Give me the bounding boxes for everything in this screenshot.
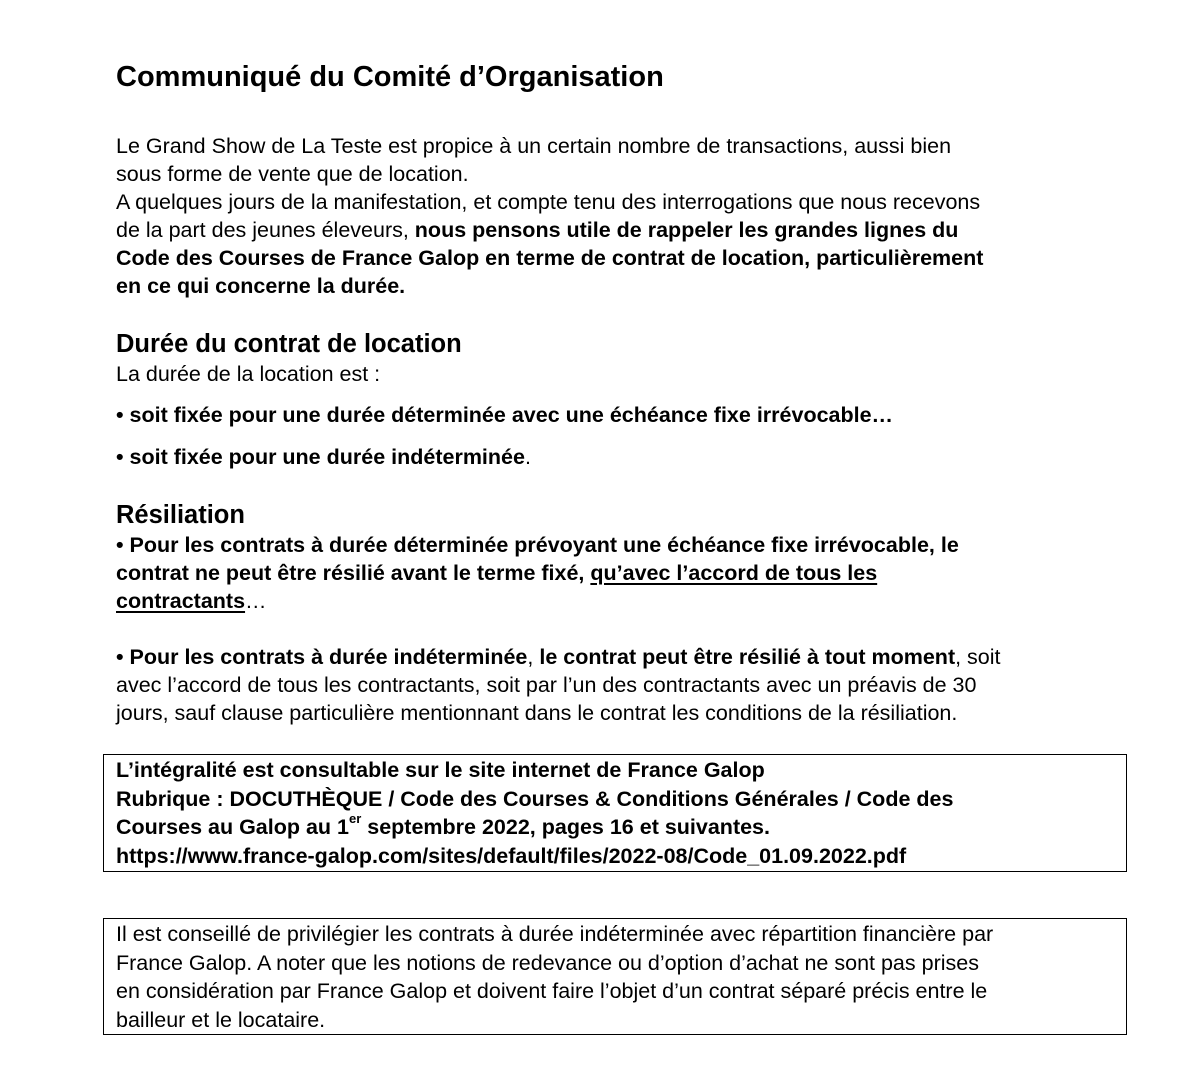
advice-line: bailleur et le locataire. [116, 1007, 326, 1032]
advice-line: France Galop. A noter que les notions de redevance ou d’option d’achat ne sont pas prises [116, 950, 979, 975]
resiliation-underlined-text: contractants [116, 589, 246, 613]
duree-item-1: • soit fixée pour une durée déterminée avec une échéance fixe irrévocable… [116, 403, 894, 427]
resiliation-line [116, 559, 1116, 587]
intro-bold-line: en ce qui concerne la durée. [116, 274, 406, 298]
intro-paragraph [116, 132, 1116, 300]
duree-item-2 [116, 443, 1116, 471]
resiliation-paragraph-1 [116, 531, 1116, 615]
intro-line: Le Grand Show de La Teste est propice à un certain nombre de transactions, aussi bien [116, 134, 952, 158]
advice-box-content [116, 920, 1116, 1034]
resiliation-bold-text: contrat ne peut être résilié avant le terme fixé, [116, 561, 591, 585]
reference-line: L’intégralité est consultable sur le site internet de France Galop [116, 758, 765, 782]
resiliation-line: • Pour les contrats à durée déterminée prévoyant une échéance fixe irrévocable, le [116, 533, 959, 557]
reference-text: septembre 2022, pages 16 et suivantes. [361, 815, 770, 839]
intro-bold-text: nous pensons utile de rappeler les grandes lignes du [414, 218, 959, 242]
intro-text: de la part des jeunes éleveurs, [116, 218, 415, 242]
advice-line: Il est conseillé de privilégier les contrats à durée indéterminée avec répartition financière par [116, 922, 994, 946]
resiliation-bold-text: le contrat peut être résilié à tout moment [539, 645, 956, 669]
section-heading-resiliation: Résiliation [116, 501, 245, 529]
resiliation-line [116, 643, 1116, 671]
reference-superscript: er [348, 810, 362, 826]
resiliation-ellipsis: … [245, 589, 267, 613]
advice-line: en considération par France Galop et doivent faire l’objet d’un contrat séparé précis entre le [116, 979, 988, 1003]
resiliation-text: , soit [955, 645, 1001, 669]
intro-line [116, 216, 1116, 244]
advice-box [103, 918, 1127, 1035]
resiliation-line [116, 587, 1116, 615]
page-title: Communiqué du Comité d’Organisation [116, 61, 664, 93]
reference-url: https://www.france-galop.com/sites/default/files/2022-08/Code_01.09.2022.pdf [116, 843, 907, 868]
reference-box [103, 754, 1127, 872]
resiliation-text: , [527, 645, 540, 669]
resiliation-line: avec l’accord de tous les contractants, soit par l’un des contractants avec un préavis de 30 [116, 673, 977, 697]
resiliation-line: jours, sauf clause particulière mentionnant dans le contrat les conditions de la résiliation. [116, 701, 958, 725]
duree-lead: La durée de la location est : [116, 362, 381, 386]
reference-text: Courses au Galop au 1 [116, 815, 349, 839]
intro-line: A quelques jours de la manifestation, et compte tenu des interrogations que nous recevons [116, 190, 981, 214]
resiliation-bold-text: • Pour les contrats à durée indéterminée [116, 645, 528, 669]
intro-line: sous forme de vente que de location. [116, 162, 469, 186]
reference-line [116, 810, 1116, 842]
resiliation-underlined-text: qu’avec l’accord de tous les [590, 561, 878, 585]
section-heading-duree: Durée du contrat de location [116, 330, 462, 358]
reference-box-content [116, 756, 1116, 870]
resiliation-paragraph-2 [116, 643, 1116, 727]
reference-line: Rubrique : DOCUTHÈQUE / Code des Courses & Conditions Générales / Code des [116, 786, 954, 811]
duree-item-2-end: . [524, 445, 531, 469]
intro-bold-line: Code des Courses de France Galop en terme de contrat de location, particulièrement [116, 246, 984, 270]
duree-item-2-bold: • soit fixée pour une durée indéterminée [116, 445, 525, 469]
